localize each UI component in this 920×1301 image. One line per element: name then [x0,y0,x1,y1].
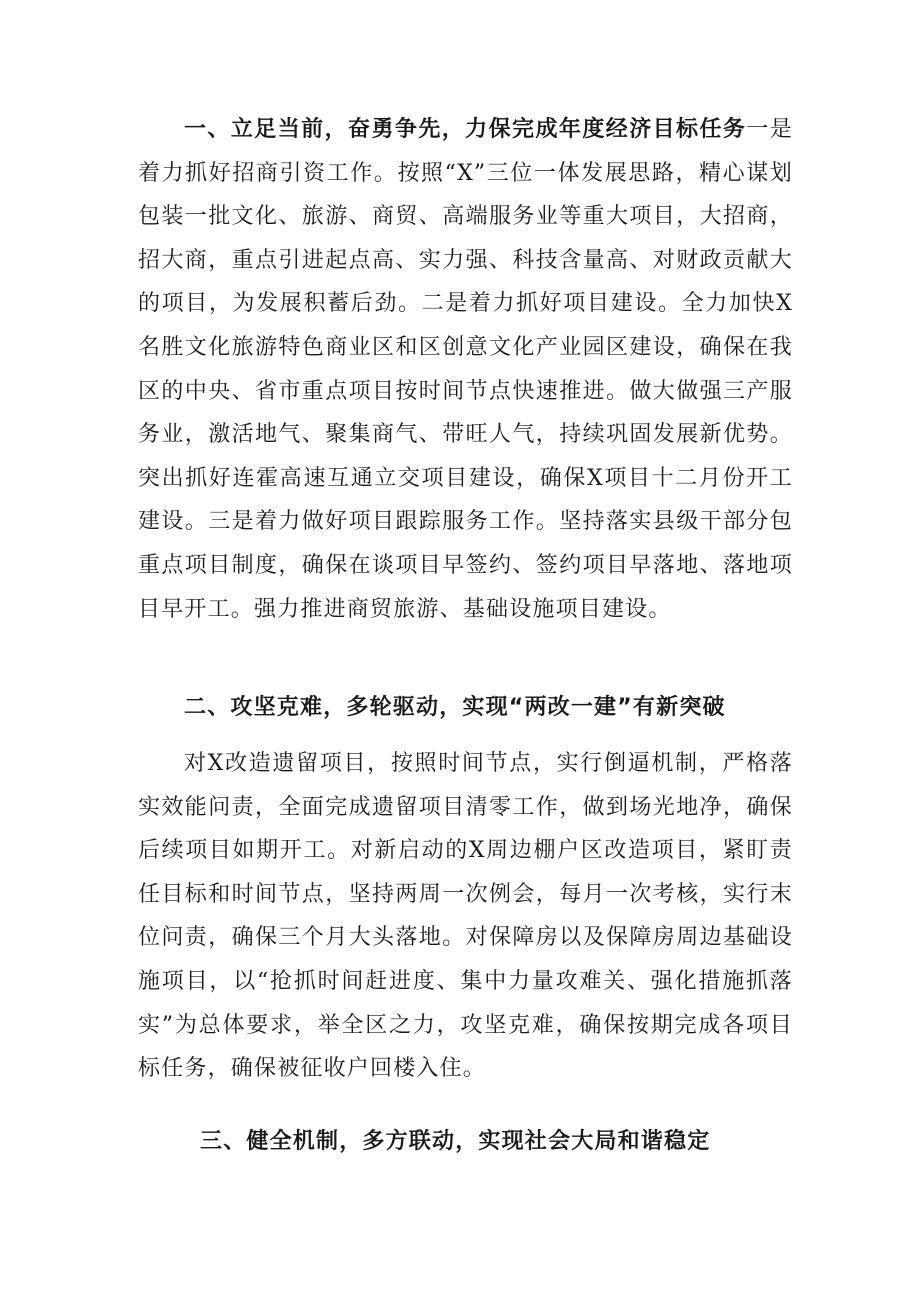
paragraph-1-body: 一是着力抓好招商引资工作。按照“X”三位一体发展思路，精心谋划包装一批文化、旅游、商贸、高端服务业等重大项目，大招商，招大商，重点引进起点高、实力强、科技含量高、对财政贡献大的项目，为发展积蓄后劲。二是着力抓好项目建设。全力加快X名胜文化旅游特色商业区和区创意文化产业园区建设，确保在我区的中央、省市重点项目按时间节点快速推进。做大做强三产服务业，激活地气、聚集商气、带旺人气，持续巩固发展新优势。突出抓好连霍高速互通立交项目建设，确保X项目十二月份开工建设。三是着力做好项目跟踪服务工作。坚持落实县级干部分包重点项目制度，确保在谈项目早签约、签约项目早落地、落地项目早开工。强力推进商贸旅游、基础设施项目建设。 [138,117,793,622]
section-heading-3: 三、健全机制，多方联动，实现社会大局和谐稳定 [200,1129,711,1154]
section-heading-1: 一、立足当前，奋勇争先，力保完成年度经济目标任务 [184,117,747,142]
paragraph-economic-targets [138,108,793,631]
paragraph-renovation-projects: 对X改造遗留项目，按照时间节点，实行倒逼机制，严格落实效能问责，全面完成遗留项目清零工作，做到场光地净，确保后续项目如期开工。对新启动的X周边棚户区改造项目，紧盯责任目标和时间节点，坚持两周一次例会，每月一次考核，实行末位问责，确保三个月大头落地。对保障房以及保障房周边基础设施项目，以“抢抓时间赶进度、集中力量攻难关、强化措施抓落实”为总体要求，举全区之力，攻坚克难，确保按期完成各项目标任务，确保被征收户回楼入住。 [138,751,793,1082]
section-heading-2: 二、攻坚克难，多轮驱动，实现“两改一建”有新突破 [184,695,726,720]
